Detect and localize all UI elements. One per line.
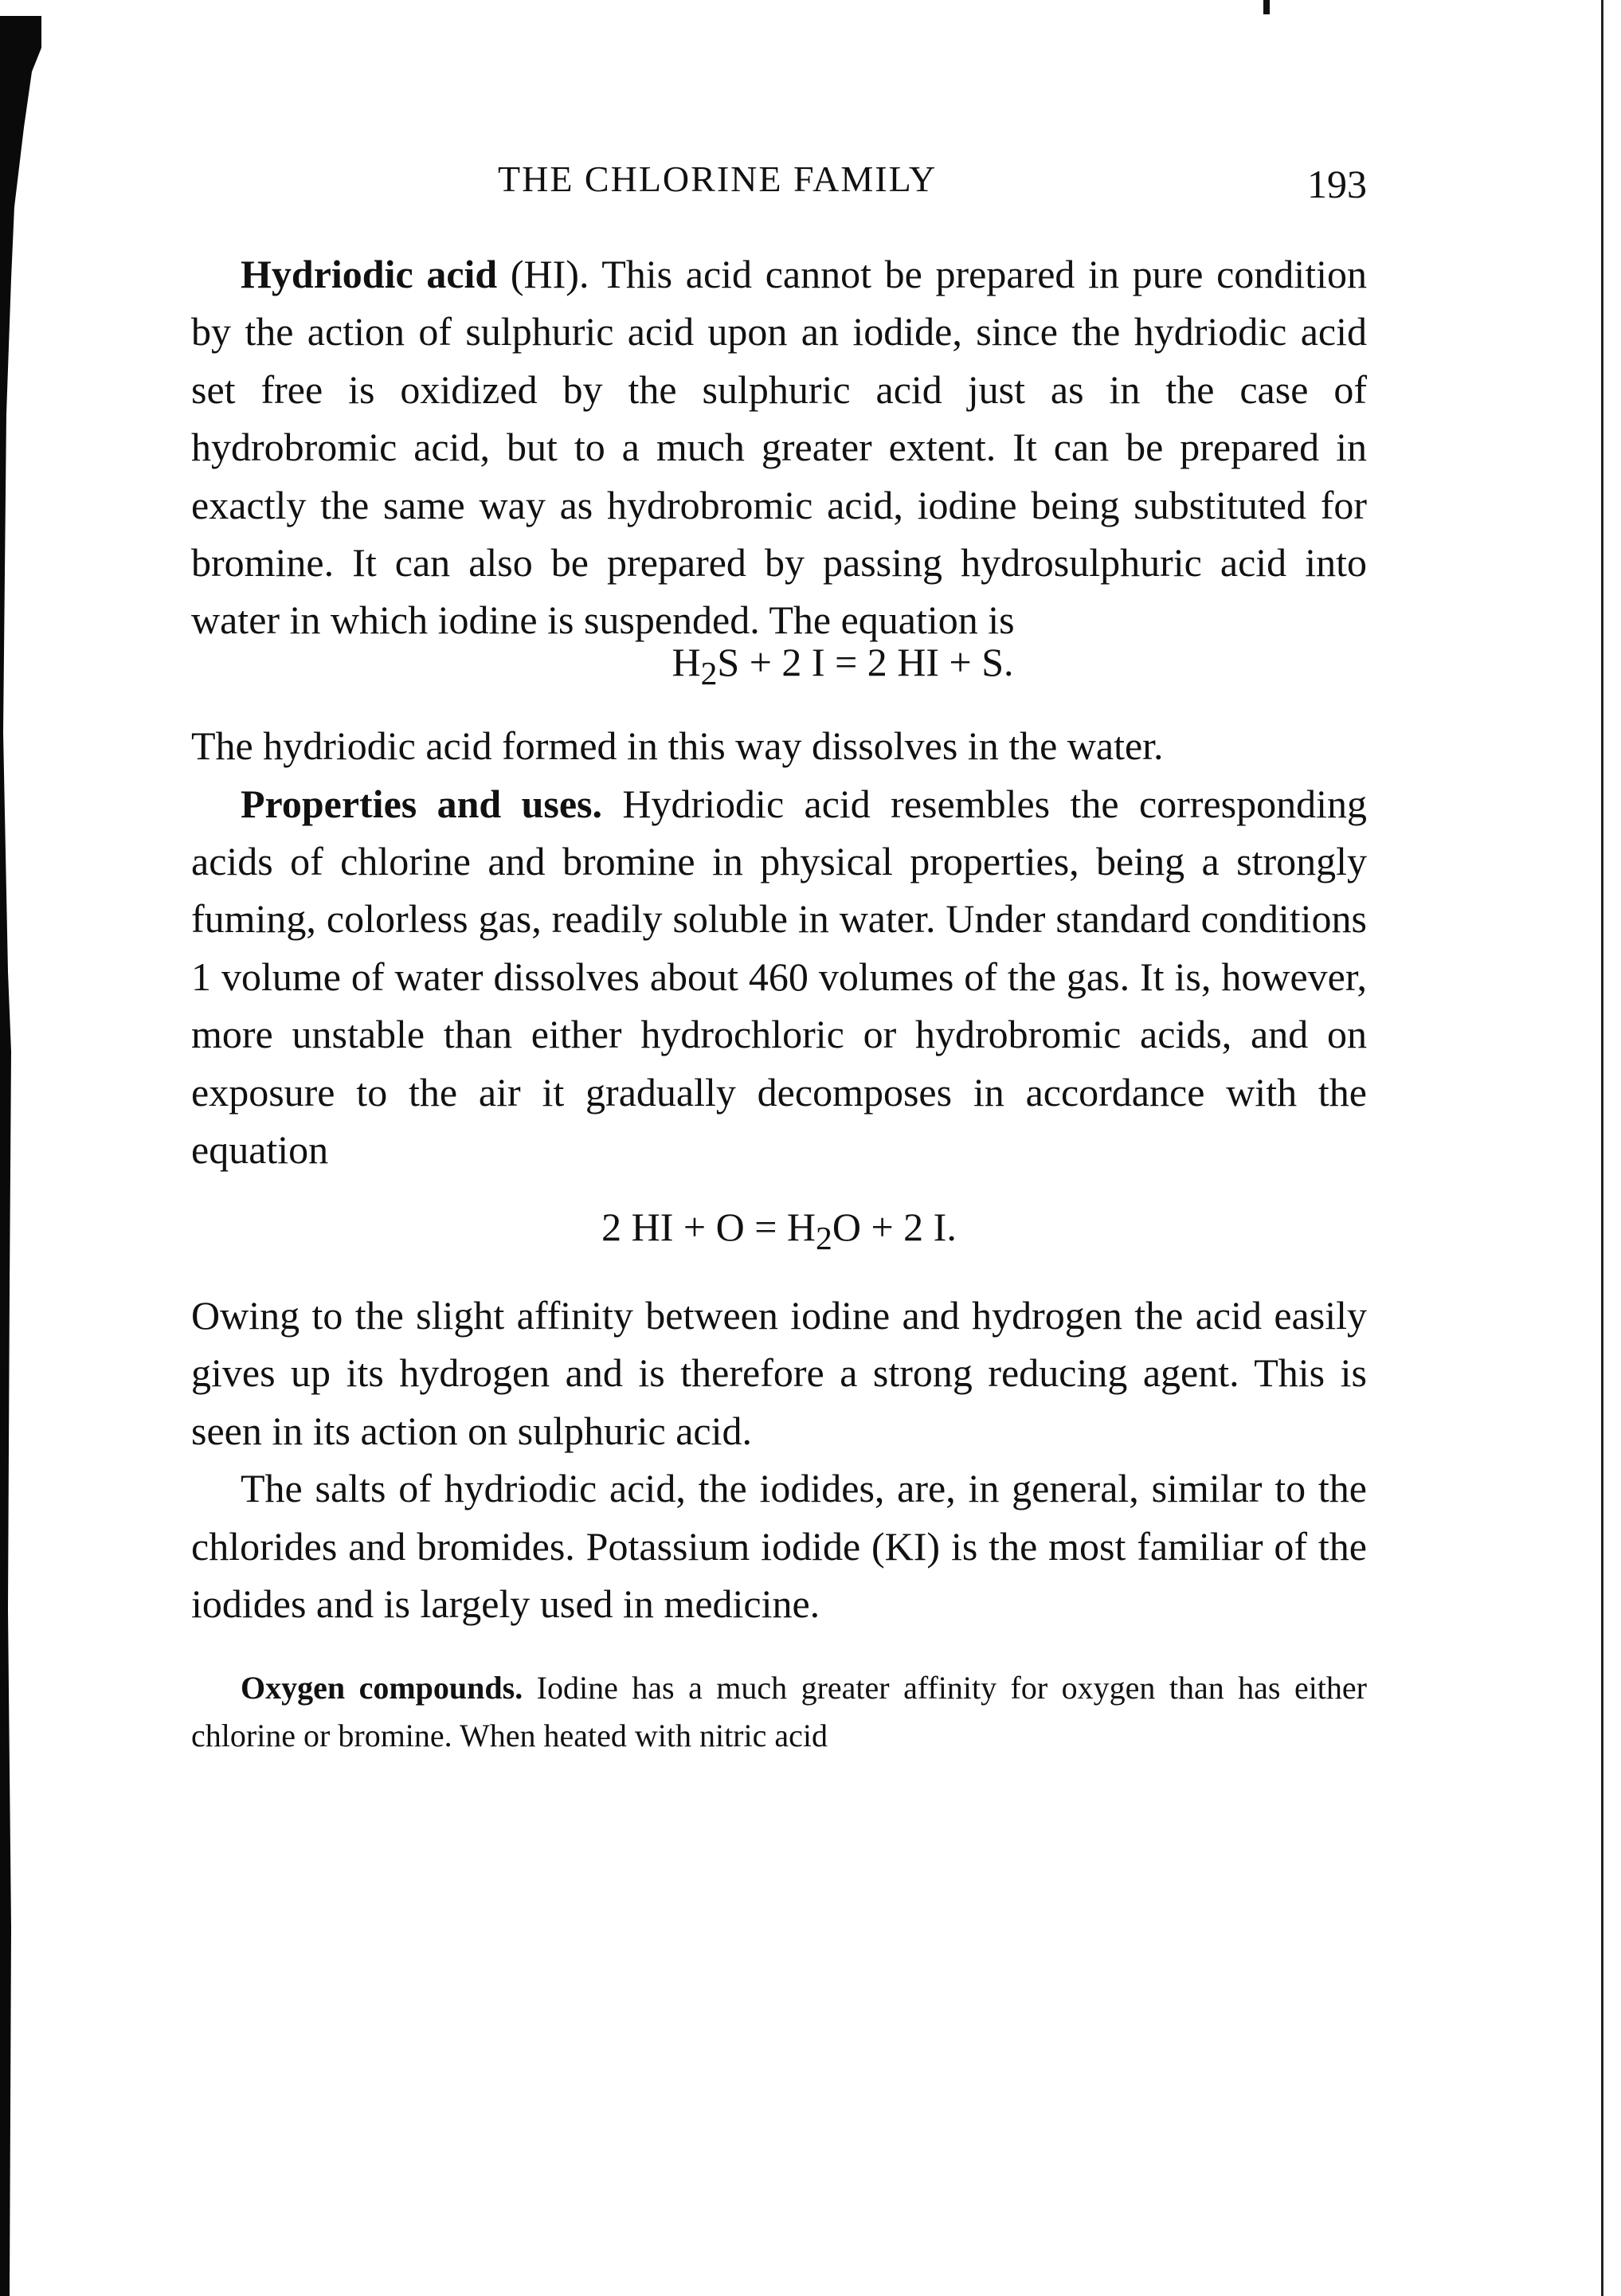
- section-lead: Hydriodic acid: [241, 252, 498, 296]
- page-number: 193: [1307, 162, 1367, 206]
- scan-speck: [1263, 0, 1270, 14]
- paragraph-properties: Properties and uses. Hydriodic acid resembles the corresponding acids of chlorine and bromine in physical properties, being a strongly fuming, colorless gas, readily soluble in water. Under standard conditions 1 volume of water dissolves about 460 volumes of the gas. It is, however, more unstable than either hydrochloric or hydrobromic acids, and on exposure to the air it gradually decomposes in accordance with the equation: [191, 781, 1367, 1173]
- page-body: [191, 245, 1367, 1760]
- paragraph-reducing-agent: Owing to the slight affinity between iodine and hydrogen the acid easily gives up its hydrogen and is therefore a strong reducing agent. This is seen in its action on sulphuric acid.: [191, 1292, 1367, 1453]
- paragraph-oxygen-compounds: Oxygen compounds. Iodine has a much greater affinity for oxygen than has either chlorine or bromine. When heated with nitric acid: [191, 1670, 1367, 1754]
- scan-edge-shadow: [0, 16, 49, 2296]
- paragraph-formed: The hydriodic acid formed in this way dissolves in the water.: [191, 723, 1164, 769]
- equation-2: 2 HI + $O = H_2O + 2$ I.: [601, 1204, 957, 1257]
- section-lead: Properties and uses.: [241, 781, 603, 826]
- equation-1: $H_2S + 2$ I = 2 HI + S.: [672, 639, 1014, 692]
- paragraph-salts: The salts of hydriodic acid, the iodides, are, in general, similar to the chlorides and bromides. Potassium iodide (KI) is the most familiar of the iodides and is largely used in medicine.: [191, 1466, 1367, 1626]
- paragraph-hydriodic-acid: Hydriodic acid (HI). This acid cannot be prepared in pure condition by the action of sulphuric acid upon an iodide, since the hydriodic acid set free is oxidized by the sulphuric acid just as in the case of hydrobromic acid, but to a much greater extent. It can be prepared in exactly the same way as hydrobromic acid, iodine being substituted for bromine. It can also be prepared by passing hydrosulphuric acid into water in which iodine is suspended. The equation is: [191, 252, 1367, 643]
- scan-edge-right: [1601, 0, 1603, 2296]
- page-header: [191, 153, 1367, 209]
- running-title: THE CHLORINE FAMILY: [498, 159, 938, 199]
- section-lead: Oxygen compounds.: [241, 1670, 523, 1706]
